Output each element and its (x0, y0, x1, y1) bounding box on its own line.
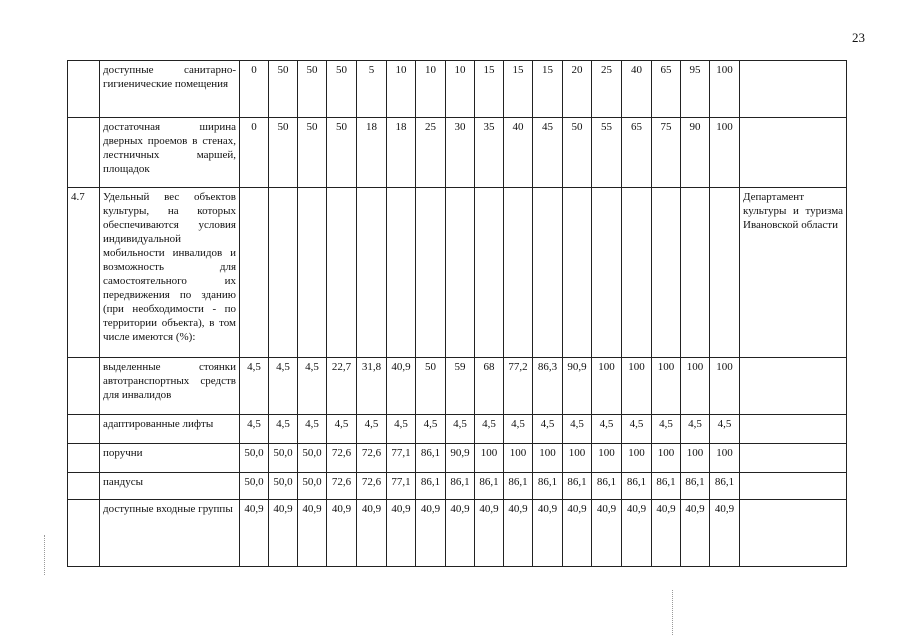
value-cell: 50 (563, 118, 592, 188)
value-cell: 40,9 (327, 500, 357, 567)
margin-line-bottom (672, 590, 673, 635)
row-number (68, 444, 100, 473)
value-cell: 15 (475, 61, 504, 118)
indicator-description: достаточная ширина дверных проемов в стенах, лестничных маршей, площадок (100, 118, 240, 188)
value-cell: 4,5 (416, 415, 446, 444)
value-cell: 25 (592, 61, 622, 118)
row-number (68, 358, 100, 415)
value-cell: 100 (710, 444, 740, 473)
value-cell: 86,1 (622, 473, 652, 500)
value-cell: 4,5 (710, 415, 740, 444)
value-cell: 72,6 (357, 473, 387, 500)
value-cell: 35 (475, 118, 504, 188)
value-cell: 4,5 (504, 415, 533, 444)
value-cell (327, 188, 357, 358)
value-cell (298, 188, 327, 358)
value-cell: 86,1 (446, 473, 475, 500)
value-cell (652, 188, 681, 358)
value-cell: 72,6 (357, 444, 387, 473)
value-cell: 68 (475, 358, 504, 415)
value-cell: 40,9 (240, 500, 269, 567)
indicator-description: поручни (100, 444, 240, 473)
responsible-body (740, 358, 847, 415)
value-cell: 4,5 (298, 358, 327, 415)
value-cell (592, 188, 622, 358)
responsible-body (740, 444, 847, 473)
responsible-body (740, 473, 847, 500)
value-cell: 50,0 (240, 444, 269, 473)
value-cell: 77,2 (504, 358, 533, 415)
value-cell (446, 188, 475, 358)
value-cell: 50,0 (298, 444, 327, 473)
value-cell (269, 188, 298, 358)
value-cell (387, 188, 416, 358)
value-cell: 5 (357, 61, 387, 118)
value-cell: 40,9 (475, 500, 504, 567)
value-cell: 50,0 (269, 444, 298, 473)
value-cell: 100 (563, 444, 592, 473)
table-row (68, 415, 847, 444)
value-cell: 55 (592, 118, 622, 188)
value-cell: 90 (681, 118, 710, 188)
value-cell: 40,9 (652, 500, 681, 567)
value-cell: 77,1 (387, 444, 416, 473)
value-cell: 65 (652, 61, 681, 118)
value-cell: 50 (327, 61, 357, 118)
value-cell: 86,1 (416, 473, 446, 500)
value-cell (622, 188, 652, 358)
value-cell: 95 (681, 61, 710, 118)
value-cell: 90,9 (446, 444, 475, 473)
value-cell: 40,9 (681, 500, 710, 567)
row-number (68, 61, 100, 118)
value-cell: 4,5 (622, 415, 652, 444)
indicator-description: доступные входные группы (100, 500, 240, 567)
table-row (68, 358, 847, 415)
value-cell: 4,5 (533, 415, 563, 444)
value-cell: 50 (298, 61, 327, 118)
value-cell (475, 188, 504, 358)
value-cell: 20 (563, 61, 592, 118)
value-cell (681, 188, 710, 358)
value-cell: 4,5 (357, 415, 387, 444)
value-cell (563, 188, 592, 358)
value-cell: 40,9 (298, 500, 327, 567)
table-row (68, 500, 847, 567)
value-cell: 86,1 (681, 473, 710, 500)
value-cell: 86,1 (710, 473, 740, 500)
value-cell: 100 (622, 358, 652, 415)
value-cell: 50 (327, 118, 357, 188)
value-cell: 40,9 (563, 500, 592, 567)
value-cell: 100 (681, 444, 710, 473)
value-cell (357, 188, 387, 358)
value-cell: 40,9 (387, 358, 416, 415)
value-cell: 50 (416, 358, 446, 415)
margin-line-left (44, 535, 45, 575)
value-cell: 4,5 (563, 415, 592, 444)
value-cell: 50,0 (269, 473, 298, 500)
value-cell: 25 (416, 118, 446, 188)
value-cell: 59 (446, 358, 475, 415)
row-number (68, 415, 100, 444)
row-number (68, 473, 100, 500)
value-cell: 4,5 (240, 415, 269, 444)
value-cell: 86,1 (533, 473, 563, 500)
value-cell: 40,9 (533, 500, 563, 567)
value-cell (710, 188, 740, 358)
table-row (68, 118, 847, 188)
table-row (68, 188, 847, 358)
responsible-body (740, 415, 847, 444)
value-cell: 40,9 (387, 500, 416, 567)
responsible-body: Департамент культуры и туризма Ивановской области (740, 188, 847, 358)
value-cell: 40,9 (592, 500, 622, 567)
value-cell: 40,9 (416, 500, 446, 567)
value-cell: 75 (652, 118, 681, 188)
value-cell (533, 188, 563, 358)
value-cell: 100 (592, 444, 622, 473)
value-cell: 86,1 (504, 473, 533, 500)
value-cell: 30 (446, 118, 475, 188)
value-cell: 10 (387, 61, 416, 118)
value-cell: 50 (269, 61, 298, 118)
value-cell: 77,1 (387, 473, 416, 500)
value-cell: 86,1 (416, 444, 446, 473)
table-row (68, 444, 847, 473)
value-cell: 10 (446, 61, 475, 118)
value-cell: 50,0 (240, 473, 269, 500)
value-cell: 100 (475, 444, 504, 473)
value-cell: 4,5 (446, 415, 475, 444)
value-cell: 100 (710, 118, 740, 188)
value-cell: 86,1 (652, 473, 681, 500)
value-cell: 4,5 (240, 358, 269, 415)
row-number (68, 500, 100, 567)
value-cell: 4,5 (387, 415, 416, 444)
value-cell: 4,5 (298, 415, 327, 444)
indicator-description: пандусы (100, 473, 240, 500)
value-cell: 86,3 (533, 358, 563, 415)
value-cell: 100 (652, 358, 681, 415)
value-cell (504, 188, 533, 358)
value-cell (240, 188, 269, 358)
row-number (68, 118, 100, 188)
value-cell: 86,1 (475, 473, 504, 500)
value-cell: 40,9 (357, 500, 387, 567)
value-cell: 15 (533, 61, 563, 118)
value-cell: 40,9 (504, 500, 533, 567)
indicator-description: выделенные стоянки автотранспортных средств для инвалидов (100, 358, 240, 415)
value-cell: 100 (622, 444, 652, 473)
value-cell: 100 (533, 444, 563, 473)
value-cell: 4,5 (327, 415, 357, 444)
value-cell: 50,0 (298, 473, 327, 500)
value-cell: 90,9 (563, 358, 592, 415)
value-cell: 40,9 (269, 500, 298, 567)
value-cell: 72,6 (327, 444, 357, 473)
value-cell: 100 (652, 444, 681, 473)
responsible-body (740, 118, 847, 188)
value-cell: 40,9 (446, 500, 475, 567)
value-cell: 4,5 (269, 415, 298, 444)
value-cell: 15 (504, 61, 533, 118)
value-cell: 18 (387, 118, 416, 188)
value-cell: 40 (622, 61, 652, 118)
value-cell: 45 (533, 118, 563, 188)
value-cell: 100 (710, 61, 740, 118)
value-cell: 4,5 (652, 415, 681, 444)
value-cell: 10 (416, 61, 446, 118)
value-cell: 86,1 (592, 473, 622, 500)
value-cell: 31,8 (357, 358, 387, 415)
row-number: 4.7 (68, 188, 100, 358)
table-row (68, 473, 847, 500)
value-cell: 100 (592, 358, 622, 415)
value-cell: 50 (269, 118, 298, 188)
value-cell: 72,6 (327, 473, 357, 500)
value-cell: 0 (240, 61, 269, 118)
value-cell: 0 (240, 118, 269, 188)
value-cell: 40,9 (622, 500, 652, 567)
indicator-description: адаптированные лифты (100, 415, 240, 444)
indicators-table (67, 60, 847, 567)
value-cell: 4,5 (475, 415, 504, 444)
value-cell: 100 (504, 444, 533, 473)
value-cell: 4,5 (269, 358, 298, 415)
value-cell: 100 (681, 358, 710, 415)
value-cell: 65 (622, 118, 652, 188)
value-cell: 50 (298, 118, 327, 188)
value-cell: 4,5 (681, 415, 710, 444)
table-row (68, 61, 847, 118)
value-cell: 40 (504, 118, 533, 188)
indicator-description: доступные санитарно-гигиенические помещения (100, 61, 240, 118)
responsible-body (740, 61, 847, 118)
page-number: 23 (852, 30, 865, 45)
value-cell: 22,7 (327, 358, 357, 415)
value-cell: 18 (357, 118, 387, 188)
value-cell: 100 (710, 358, 740, 415)
value-cell: 40,9 (710, 500, 740, 567)
responsible-body (740, 500, 847, 567)
value-cell: 86,1 (563, 473, 592, 500)
value-cell (416, 188, 446, 358)
value-cell: 4,5 (592, 415, 622, 444)
indicator-description: Удельный вес объектов культуры, на которых обеспечиваются условия индивидуальной мобильности инвалидов и возможность для самостоятельного их передвижения по зданию (при необходимости - по территории объекта), в том числе имеются (%): (100, 188, 240, 358)
